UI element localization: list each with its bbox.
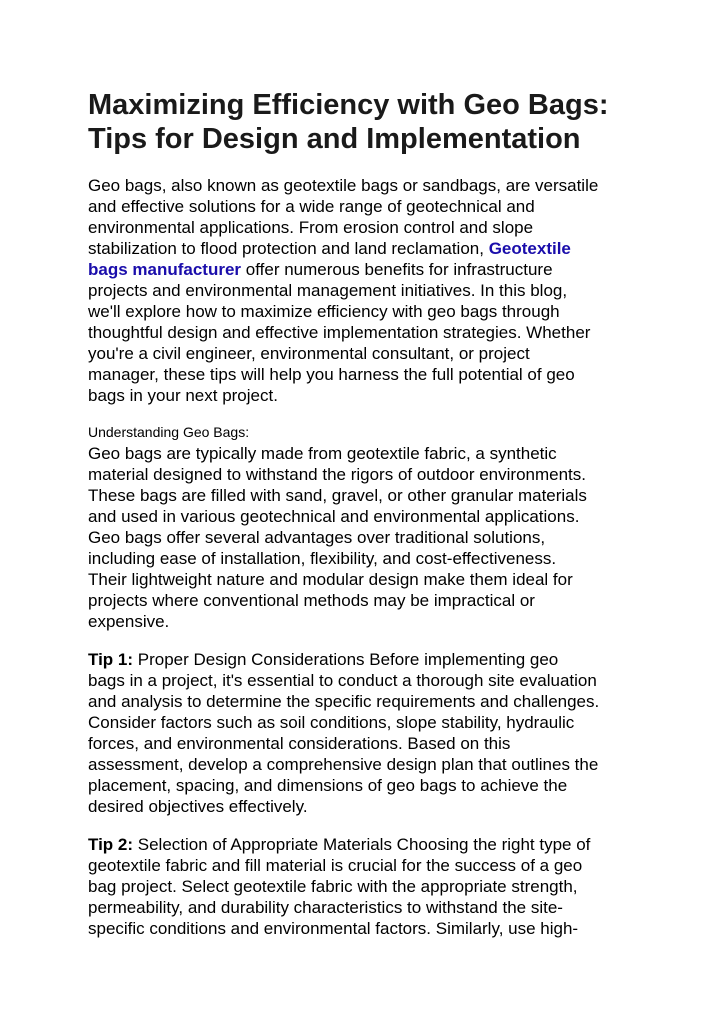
geotextile-bags-manufacturer-link[interactable]: bags manufacturer xyxy=(88,260,242,279)
text-fragment: Selection of Appropriate Materials Choosing the right type of xyxy=(133,835,591,854)
text-line: forces, and environmental considerations. Based on this xyxy=(88,734,511,753)
text-line: we'll explore how to maximize efficiency with geo bags through xyxy=(88,302,560,321)
intro-paragraph xyxy=(88,175,648,406)
text-line: permeability, and durability characteristics to withstand the site- xyxy=(88,898,563,917)
text-line: placement, spacing, and dimensions of geo bags to achieve the xyxy=(88,776,568,795)
geotextile-bags-manufacturer-link[interactable]: Geotextile xyxy=(488,239,571,258)
text-line xyxy=(88,649,648,670)
text-line: thoughtful design and effective implementation strategies. Whether xyxy=(88,323,591,342)
text-line xyxy=(88,238,648,259)
text-line: bags in your next project. xyxy=(88,386,278,405)
document-page xyxy=(88,88,648,939)
text-line xyxy=(88,834,648,855)
text-line: expensive. xyxy=(88,612,170,631)
text-line: Consider factors such as soil conditions, slope stability, hydraulic xyxy=(88,713,575,732)
text-fragment: offer numerous benefits for infrastructure xyxy=(241,260,553,279)
text-line: bags in a project, it's essential to conduct a thorough site evaluation xyxy=(88,671,597,690)
tip-label: Tip 1: xyxy=(88,650,134,669)
text-line: geotextile fabric and fill material is crucial for the success of a geo xyxy=(88,856,583,875)
text-line: material designed to withstand the rigors of outdoor environments. xyxy=(88,465,586,484)
section-heading-understanding: Understanding Geo Bags: xyxy=(88,424,250,440)
text-line: bag project. Select geotextile fabric with the appropriate strength, xyxy=(88,877,578,896)
page-title xyxy=(88,88,648,156)
text-line: These bags are filled with sand, gravel, or other granular materials xyxy=(88,486,587,505)
text-fragment: Proper Design Considerations Before implementing geo xyxy=(133,650,559,669)
text-line: Their lightweight nature and modular design make them ideal for xyxy=(88,570,573,589)
tip-1-paragraph xyxy=(88,649,648,817)
text-line: Geo bags offer several advantages over traditional solutions, xyxy=(88,528,546,547)
text-fragment: stabilization to flood protection and land reclamation, xyxy=(88,239,489,258)
text-line: specific conditions and environmental factors. Similarly, use high- xyxy=(88,919,579,938)
text-line: including ease of installation, flexibility, and cost-effectiveness. xyxy=(88,549,557,568)
title-line: Maximizing Efficiency with Geo Bags: xyxy=(88,89,609,121)
text-line: and effective solutions for a wide range of geotechnical and xyxy=(88,197,535,216)
text-line: manager, these tips will help you harness the full potential of geo xyxy=(88,365,575,384)
text-line: desired objectives effectively. xyxy=(88,797,308,816)
text-line xyxy=(88,259,648,280)
text-line: and used in various geotechnical and environmental applications. xyxy=(88,507,580,526)
text-line: Geo bags are typically made from geotextile fabric, a synthetic xyxy=(88,444,557,463)
tip-2-paragraph xyxy=(88,834,648,939)
text-line: assessment, develop a comprehensive design plan that outlines the xyxy=(88,755,599,774)
text-line: Geo bags, also known as geotextile bags or sandbags, are versatile xyxy=(88,176,599,195)
tip-label: Tip 2: xyxy=(88,835,134,854)
text-line: you're a civil engineer, environmental consultant, or project xyxy=(88,344,530,363)
title-line: Tips for Design and Implementation xyxy=(88,123,581,155)
text-line: projects where conventional methods may be impractical or xyxy=(88,591,535,610)
text-line: environmental applications. From erosion control and slope xyxy=(88,218,534,237)
text-line: projects and environmental management initiatives. In this blog, xyxy=(88,281,568,300)
text-line: and analysis to determine the specific requirements and challenges. xyxy=(88,692,600,711)
understanding-paragraph xyxy=(88,443,648,632)
